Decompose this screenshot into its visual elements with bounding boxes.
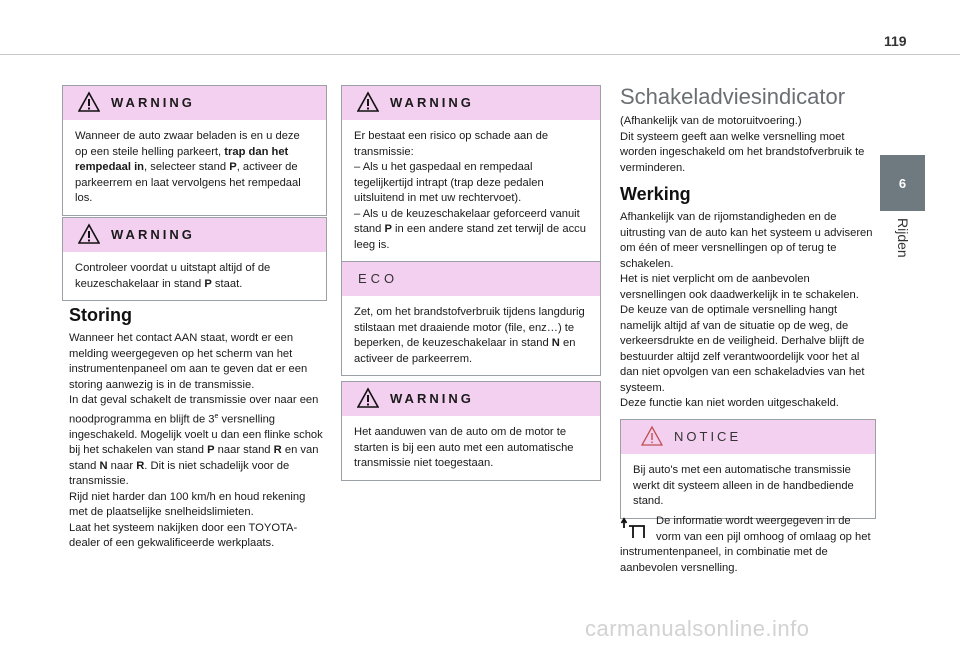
notice-icon <box>641 425 663 447</box>
header-rule <box>0 54 960 55</box>
warning-title: WARNING <box>390 95 474 110</box>
notice-box <box>620 419 876 519</box>
section-label: Rijden <box>895 218 911 258</box>
schakel-heading: Schakeladviesindicator <box>620 84 846 109</box>
werking-paragraph: Het is niet verplicht om de aanbevolen versnellingen ook daadwerkelijk in te schakelen. <box>620 273 859 301</box>
warning-text: Het aanduwen van de auto om de motor te starten is bij een auto met een automatische transmissie niet toegestaan. <box>354 426 574 469</box>
schakel-paragraph: (Afhankelijk van de motoruitvoering.) <box>620 115 802 127</box>
warning-text: Er bestaat een risico op schade aan de transmissie: – Als u het gaspedaal en rempedaal tegelijkertijd intrapt (trap deze pedalen uitsluitend in met uw rechtervoet). – Als u de keuzeschakelaar geforceerd vanuit stand P in een andere stand zet terwijl de accu leeg is. <box>354 130 586 251</box>
schakel-paragraph: Dit systeem geeft aan welke versnelling moet worden ingeschakeld om het brandstofverbruik te verminderen. <box>620 130 865 174</box>
warning-icon <box>78 91 100 113</box>
warning-title: WARNING <box>111 227 195 242</box>
warning-header <box>342 382 600 416</box>
warning-box-parking <box>62 85 327 216</box>
page-number: 119 <box>884 33 907 49</box>
warning-box-transmission <box>341 85 601 262</box>
section-tab[interactable]: 6 <box>880 155 925 211</box>
eco-text: Zet, om het brandstofverbruik tijdens langdurig stilstaan met draaiende motor (file, enz…) te beperken, de keuzeschakelaar in stand N en activeer de parkeerrem. <box>354 306 585 365</box>
warning-header <box>342 86 600 120</box>
werking-heading: Werking <box>620 184 691 204</box>
storing-paragraph: Wanneer het contact AAN staat, wordt er een melding weergegeven op het scherm van het instrumentenpaneel om aan te geven dat er een storing aanwezig is in de transmissie. <box>69 332 308 391</box>
warning-text: Controleer voordat u uitstapt altijd of de keuzeschakelaar in stand P staat. <box>75 262 271 290</box>
gear-indicator-note: De informatie wordt weergegeven in de vorm van een pijl omhoog of omlaag op het instrumentenpaneel, in combinatie met de aanbevolen versnelling. <box>620 515 871 574</box>
warning-header <box>63 86 326 120</box>
eco-box <box>341 261 601 376</box>
eco-title: ECO <box>358 271 399 286</box>
warning-header <box>63 218 326 252</box>
storing-heading: Storing <box>69 305 132 325</box>
storing-paragraph: Laat het systeem nakijken door een TOYOTA-dealer of een gekwalificeerde werkplaats. <box>69 521 298 550</box>
werking-paragraph: Deze functie kan niet worden uitgeschakeld. <box>620 397 839 409</box>
warning-title: WARNING <box>111 95 195 110</box>
schakel-body <box>620 114 878 176</box>
warning-icon <box>78 223 100 245</box>
storing-paragraph: In dat geval schakelt de transmissie over naar een noodprogramma en blijft de 3e versnelling ingeschakeld. Mogelijk voelt u dan een flinke schok bij het schakelen van stand P naar stand R en van stand N naar R. Dit is niet schadelijk voor de transmissie. <box>69 394 323 488</box>
warning-title: WARNING <box>390 391 474 406</box>
werking-paragraph: De keuze van de optimale versnelling hangt namelijk altijd af van de situatie op de weg, de verkeersdrukte en de veiligheid. Derhalve blijft de bestuurder altijd zelf verantwoordelijk voor het al dan niet opvolgen van een schakeladvies van het systeem. <box>620 304 865 394</box>
warning-text: Wanneer de auto zwaar beladen is en u deze op een steile helling parkeert, trap dan het rempedaal in, selecteer stand P, activeer de parkeerrem en laat vervolgens het rempedaal los. <box>75 130 301 204</box>
eco-header <box>342 262 600 296</box>
notice-title: NOTICE <box>674 429 742 444</box>
storing-paragraph: Rijd niet harder dan 100 km/h en houd rekening met de plaatselijke snelheidslimieten. <box>69 490 306 519</box>
notice-header <box>621 420 875 454</box>
warning-box-exit <box>62 217 327 301</box>
warning-icon <box>357 387 379 409</box>
warning-box-push-start <box>341 381 601 481</box>
storing-body <box>69 331 327 552</box>
werking-body <box>620 210 878 412</box>
werking-paragraph: Afhankelijk van de rijomstandigheden en de uitrusting van de auto kan het systeem u adviseren om één of meer versnellingen op of terug te schakelen. <box>620 211 873 270</box>
watermark: carmanualsonline.info <box>585 616 810 641</box>
gear-shift-arrow-icon <box>620 516 650 542</box>
warning-icon <box>357 91 379 113</box>
notice-text: Bij auto's met een automatische transmissie werkt dit systeem alleen in de handbediende stand. <box>633 464 854 507</box>
